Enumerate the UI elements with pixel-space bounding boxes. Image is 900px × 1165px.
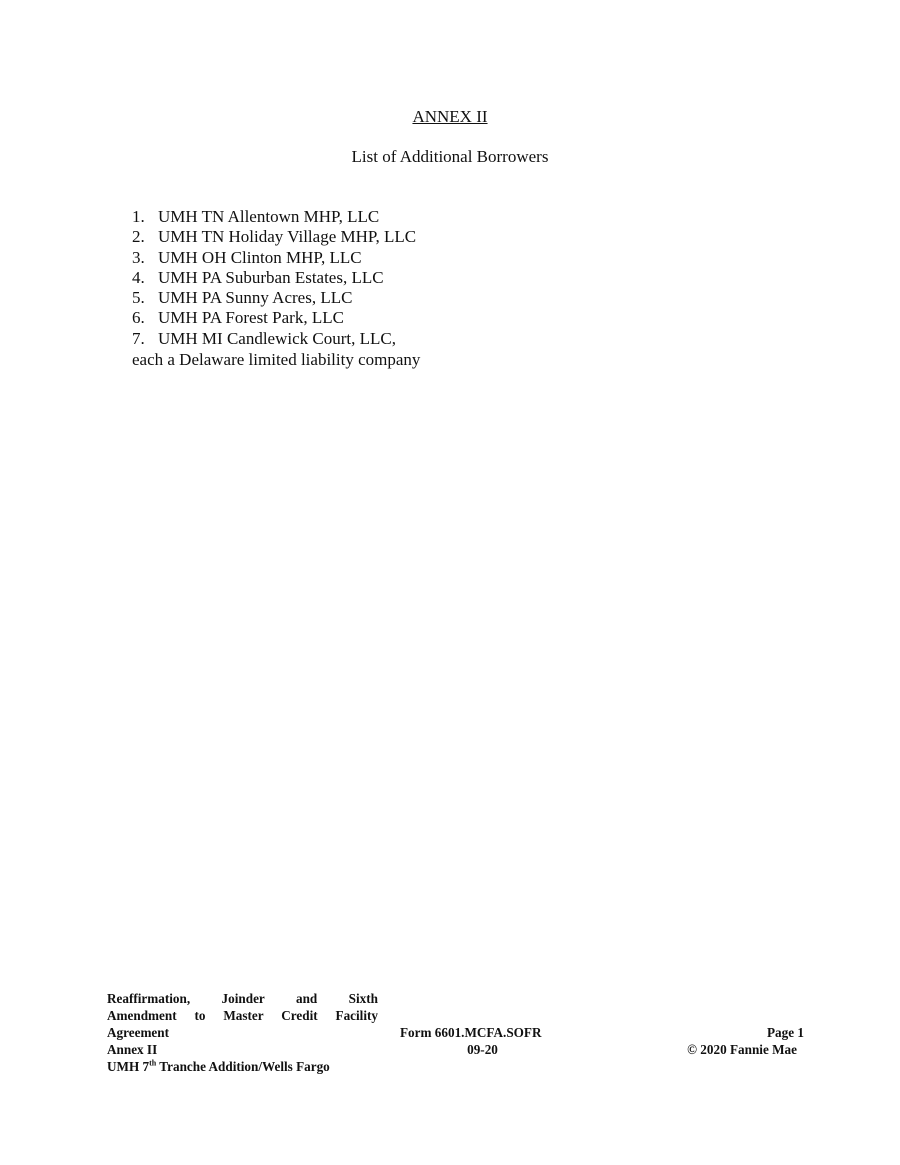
list-item-number: 7. (132, 328, 145, 348)
list-item-number: 5. (132, 288, 145, 308)
list-item (132, 207, 416, 227)
footer-doc-title-line: Reaffirmation, Joinder and Sixth (107, 991, 378, 1006)
borrower-list (132, 207, 416, 349)
footer-copyright: © 2020 Fannie Mae (687, 1042, 797, 1057)
list-item-number: 1. (132, 207, 145, 226)
page-subtitle: List of Additional Borrowers (351, 147, 549, 166)
footer-form-date: 09-20 (467, 1042, 498, 1057)
list-item-number: 6. (132, 308, 145, 328)
footer-annex-label: Annex II (107, 1042, 158, 1057)
footer-doc-title-line: Agreement (107, 1025, 170, 1040)
footer-tranche-label: UMH 7th Tranche Addition/Wells Fargo (107, 1058, 330, 1074)
list-item-name: UMH PA Forest Park, LLC (158, 308, 344, 328)
list-item-name: UMH PA Suburban Estates, LLC (158, 267, 384, 287)
list-item (132, 227, 416, 247)
footer-form-number: Form 6601.MCFA.SOFR (400, 1025, 542, 1040)
footer-center (400, 1024, 565, 1058)
list-item (132, 308, 416, 328)
page-title: ANNEX II (412, 107, 488, 126)
list-item-number: 3. (132, 247, 145, 267)
footer-doc-title-line: Amendment to Master Credit Facility (107, 1008, 378, 1023)
list-item-name: UMH PA Sunny Acres, LLC (158, 288, 353, 308)
list-item (132, 288, 416, 308)
list-item (132, 268, 416, 288)
list-item-name: UMH OH Clinton MHP, LLC (158, 247, 362, 267)
list-item-name: UMH TN Holiday Village MHP, LLC (158, 227, 417, 247)
list-item-name: UMH TN Allentown MHP, LLC (158, 207, 380, 226)
list-item-number: 4. (132, 267, 145, 287)
footer-right (660, 1024, 804, 1058)
list-item (132, 248, 416, 268)
footer-page-number: Page 1 (767, 1025, 804, 1040)
list-item-name: UMH MI Candlewick Court, LLC, (158, 328, 396, 348)
list-trailer-text: each a Delaware limited liability company (132, 350, 421, 369)
footer-left (107, 990, 378, 1075)
list-item (132, 329, 416, 349)
list-item-number: 2. (132, 227, 145, 247)
